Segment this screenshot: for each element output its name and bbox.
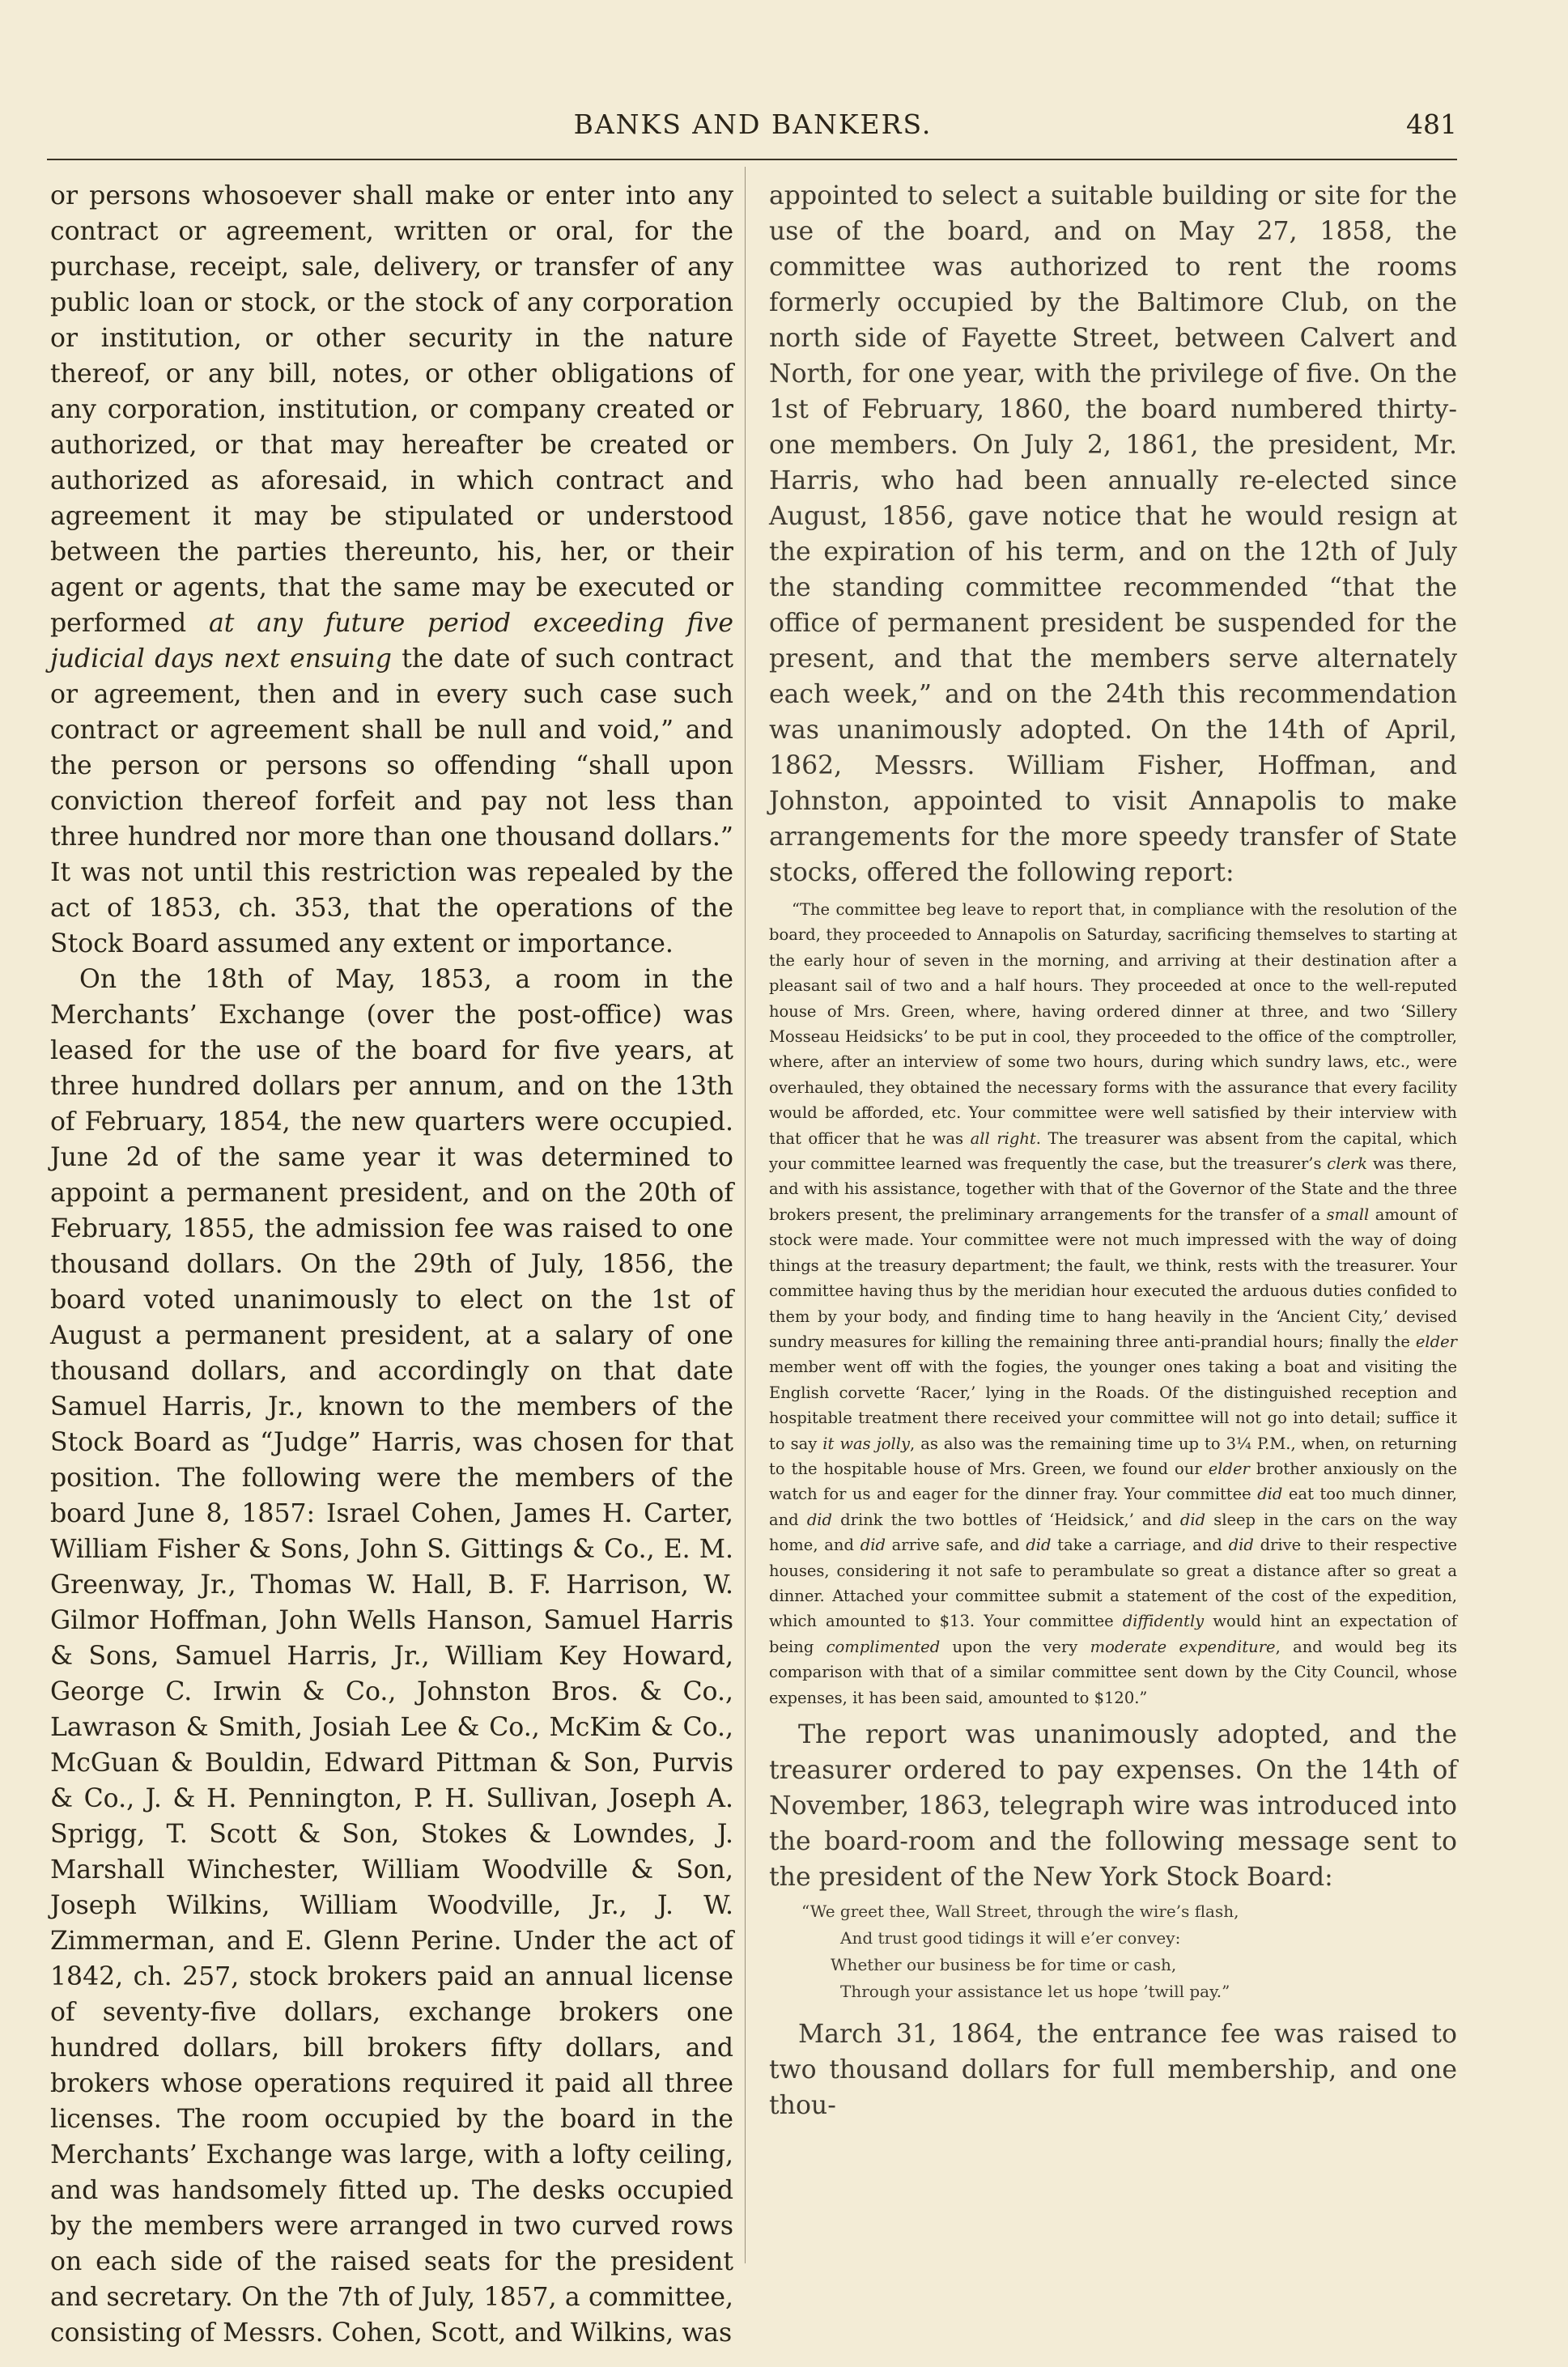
text-run: or persons whosoever shall make or enter into any contract or agreement, written or oral, for the purchase, receipt, sale, delivery, or transfer of any public loan or stock, or the stock of any corporation or institution, or other security in the nature thereof, or any bill, notes, or other obligations of any corporation, institution, or company created or authorized, or that may hereafter be created or authorized as aforesaid, in which contract and agreement it may be stipulated or understood between the parties thereunto, his, her, or their agent or agents, that the same may be executed or performed <box>50 181 733 638</box>
telegraph-poem <box>801 1898 1457 2005</box>
right-column <box>769 178 1457 2123</box>
italic-run: did <box>1179 1510 1206 1529</box>
text-run: take a carriage, and <box>1051 1536 1229 1555</box>
text-run: upon the very <box>940 1637 1090 1656</box>
italic-run: diffidently <box>1122 1612 1205 1631</box>
page-number: 481 <box>1406 108 1457 140</box>
text-run: sleep in the cars on the way home, and <box>769 1510 1457 1555</box>
italic-run: did <box>1228 1536 1254 1555</box>
text-run: “The committee beg leave to report that, in compliance with the resolution of the board, they proceeded to Annapolis on Saturday, sacrificing themselves to starting at the early hour of seven in the morning, and arriving at their destination after a pleasant sail of two and a half hours. They proceeded at once to the well-reputed house of Mrs. Green, where, having ordered dinner at three, and two ‘Sillery Mosseau Heidsicks’ to be put in cool, they proceeded to the office of the comptroller, where, after an interview of some two hours, during which sundry laws, etc., were overhauled, they obtained the necessary forms with the assurance that every facility would be afforded, etc. Your committee were well satisfied by their interview with that officer that he was <box>769 900 1457 1148</box>
italic-run: small <box>1326 1205 1370 1224</box>
paragraph-1: appointed to select a suitable building or site for the use of the board, and on May 27, 1858, the committee was authorized to rent the rooms formerly occupied by the Baltimore Club, on the north side of Fayette Street, between Calvert and North, for one year, with the privilege of five. On the 1st of February, 1860, the board numbered thirty-one members. On July 2, 1861, the president, Mr. Harris, who had been annually re-elected since August, 1856, gave notice that he would resign at the expiration of his term, and on the 12th of July the standing committee recommended “that the office of permanent president be suspended for the present, and that the members serve alternately each week,” and on the 24th this recommendation was unanimously adopted. On the 14th of April, 1862, Messrs. William Fisher, Hoffman, and Johnston, appointed to visit Annapolis to make arrangements for the more speedy transfer of State stocks, offered the following report: <box>769 181 1457 887</box>
italic-run: clerk <box>1327 1154 1368 1174</box>
poem-line: “We greet thee, Wall Street, through the wire’s flash, <box>801 1902 1239 1921</box>
paragraph-2: On the 18th of May, 1853, a room in the Merchants’ Exchange (over the post-office) was leased for the use of the board for five years, at three hundred dollars per annum, and on the 13th of February, 1854, the new quarters were occupied. June 2d of the same year it was determined to appoint a permanent president, and on the 20th of February, 1855, the admission fee was raised to one thousand dollars. On the 29th of July, 1856, the board voted unanimously to elect on the 1st of August a permanent president, at a salary of one thousand dollars, and accordingly on that date Samuel Harris, Jr., known to the members of the Stock Board as “Judge” Harris, was chosen for that position. The following were the members of the board June 8, 1857: Israel Cohen, James H. Carter, William Fisher & Sons, John S. Gittings & Co., E. M. Greenway, Jr., Thomas W. Hall, B. F. Harrison, W. Gilmor Hoffman, John Wells Hanson, Samuel Harris & Sons, Samuel Harris, Jr., William Key Howard, George C. Irwin & Co., Johnston Bros. & Co., Lawrason & Smith, Josiah Lee & Co., McKim & Co., McGuan & Bouldin, Edward Pittman & Son, Purvis & Co., J. & H. Pennington, P. H. Sullivan, Joseph A. Sprigg, T. Scott & Son, Stokes & Lowndes, J. Marshall Winchester, William Woodville & Son, Joseph Wilkins, William Woodville, Jr., J. W. Zimmerman, and E. Glenn Perine. Under the act of 1842, ch. 257, stock brokers paid an annual license of seventy-five dollars, exchange brokers one hundred dollars, bill brokers fifty dollars, and brokers whose operations required it paid all three licenses. The room occupied by the board in the Merchants’ Exchange was large, with a lofty ceiling, and was handsomely fitted up. The desks occupied by the members were arranged in two curved rows on each side of the raised seats for the president and secretary. On the 7th of July, 1857, a committee, consisting of Messrs. Cohen, Scott, and Wilkins, was <box>50 965 733 2348</box>
text-run: the date of such contract or agreement, then and in every such case such contract or agreement shall be null and void,” and the person or persons so offending “shall upon conviction thereof forfeit and pay not less than three hundred nor more than one thousand dollars.” It was not until this restriction was repealed by the act of 1853, ch. 353, that the operations of the Stock Board assumed any extent or importance. <box>50 644 734 958</box>
text-run: , and would beg its comparison with that of a similar committee sent down by the City Council, whose expenses, it has been said, amounted to $120.” <box>769 1637 1457 1707</box>
text-run: eat too much dinner, and <box>769 1485 1457 1529</box>
paragraph-2: The report was unanimously adopted, and the treasurer ordered to pay expenses. On the 14th of November, 1863, telegraph wire was introduced into the board-room and the following message sent to the president of the New York Stock Board: <box>769 1720 1457 1892</box>
text-run: was there, and with his assistance, together with that of the Governor of the State and the three brokers present, the preliminary arrangements for the transfer of a <box>769 1154 1457 1224</box>
poem-line: Through your assistance let us hope ’twill pay.” <box>840 1982 1230 2001</box>
italic-run: complimented <box>826 1637 941 1656</box>
poem-line: Whether our business be for time or cash, <box>831 1955 1177 1974</box>
text-run: arrive safe, and <box>885 1536 1026 1555</box>
left-column <box>50 178 733 2351</box>
paragraph-1 <box>50 178 733 962</box>
text-run: brother anxiously on the watch for us and eager for the dinner fray. Your committee <box>769 1459 1457 1504</box>
italic-run: elder <box>1415 1332 1457 1351</box>
italic-run: at any future period exceeding five judicial days next ensuing <box>50 609 734 674</box>
text-run: member went off with the fogies, the younger ones taking a boat and visiting the English corvette ‘Racer,’ lying in the Roads. Of the distinguished reception and hospitable treatment there received your committee will not go into detail; suffice it to say <box>769 1358 1457 1453</box>
poem-line: And trust good tidings it will e’er convey: <box>840 1928 1181 1948</box>
italic-run: did <box>860 1536 886 1555</box>
text-run: would hint an expectation of being <box>769 1612 1457 1656</box>
committee-report-quote <box>769 897 1457 1710</box>
paragraph-3: March 31, 1864, the entrance fee was raised to two thousand dollars for full membership, and one thou- <box>769 2020 1457 2120</box>
italic-run: all right <box>970 1128 1036 1148</box>
text-run: . The treasurer was absent from the capital, which your committee learned was frequently the case, but the treasurer’s <box>769 1128 1457 1174</box>
column-divider <box>745 167 746 2263</box>
text-run: drive to their respective houses, considering it not safe to perambulate so great a distance after so great a dinner. Attached your committee submit a statement of the cost of the expedition, which amounted to $13. Your committee <box>769 1536 1457 1631</box>
italic-run: did <box>1026 1536 1052 1555</box>
text-run: drink the two bottles of ‘Heidsick,’ and <box>832 1510 1180 1529</box>
italic-run: elder <box>1208 1459 1250 1478</box>
italic-run: did <box>806 1510 833 1529</box>
header-rule <box>47 159 1457 160</box>
quote-text <box>769 897 1457 1710</box>
italic-run: it was jolly <box>822 1434 910 1453</box>
running-title: BANKS AND BANKERS. <box>573 108 933 140</box>
page-header <box>49 104 1457 152</box>
text-run: , as also was the remaining time up to 3¼ P.M., when, on returning to the hospitable house of Mrs. Green, we found our <box>769 1434 1457 1478</box>
italic-run: did <box>1257 1485 1283 1504</box>
italic-run: moderate expenditure <box>1090 1637 1276 1656</box>
text-run: amount of stock were made. Your committee were not much impressed with the way of doing things at the treasury department; the fault, we think, rests with the treasurer. Your committee having thus by the meridian hour executed the arduous duties confided to them by your body, and finding time to hang heavily in the ‘Ancient City,’ devised sundry measures for killing the remaining three anti-prandial hours; finally the <box>769 1205 1457 1351</box>
